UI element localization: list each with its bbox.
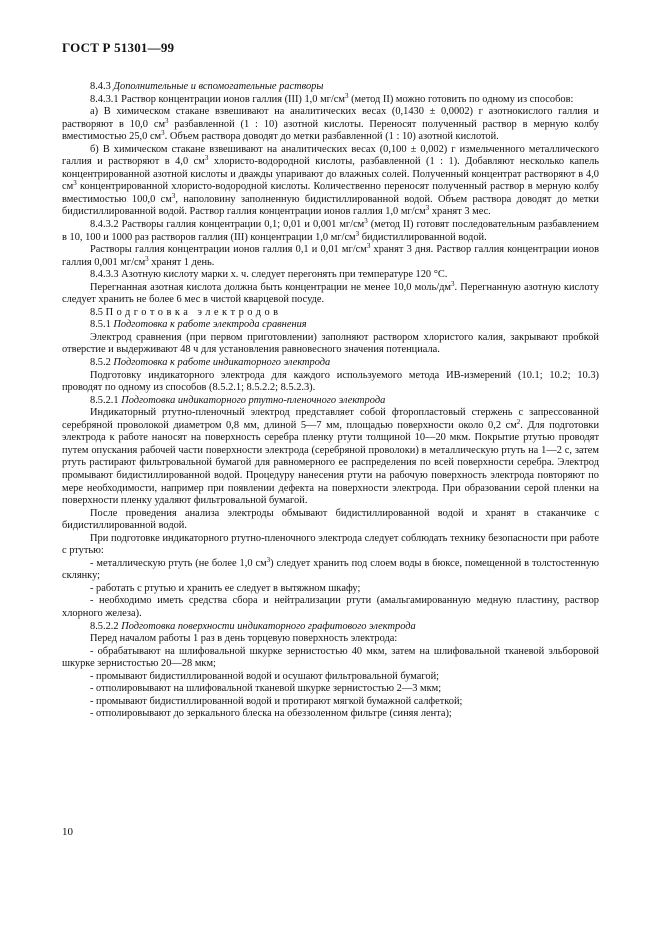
paragraph: Перегнанная азотная кислота должна быть концентрации не менее 10,0 моль/$дм^3$. Перегнанную азотную кислоту следует хранить не более 6 мес в чистой кварцевой посуде.	[62, 279, 599, 306]
list-item: - промывают бидистиллированной водой и протирают мягкой бумажной салфеткой;	[90, 695, 463, 707]
section-heading: 8.4.3 Дополнительные и вспомогательные растворы	[90, 81, 324, 92]
paragraph: Подготовку индикаторного электрода для каждого используемого метода ИВ-измерений (10.1; 10.2; 10.3) проводят по одному из способов (8.5.2.1; 8.5.2.2; 8.5.2.3).	[62, 369, 599, 394]
section-heading: 8.5.2 Подготовка к работе индикаторного электрода	[90, 357, 331, 369]
paragraph: Индикаторный ртутно-пленочный электрод представляет собой фторопластовый стержень с запрессованной серебряной проволокой диаметром 0,8 мм, длиной 5—7 мм, площадью поверхности около 0,2 $см^2$. Для подготовки электрода к работе наносят на поверхность серебра пленку ртути толщиной 10—20 мкм. Покрытие ртутью проводят путем опускания рабочей части поверхности электрода (серебряной проволоки) в металлическую ртуть на 1—2 с, затем ртуть растирают фильтровальной бумагой для равномерного ее распределения по всей поверхности серебра. Электрод промывают бидистиллированной водой. Процедуру нанесения ртути на рабочую поверхность электрода повторяют по мере необходимости, например при появлении дефекта на поверхности электрода. При образовании серой пленки на поверхности пленку удаляют фильтровальной бумагой.	[62, 407, 600, 507]
list-item: - металлическую ртуть (не более 1,0 $см^3$) следует хранить под слоем воды в бюксе, помещенной в толстостенную склянку;	[62, 555, 599, 582]
section-heading: 8.5.2.2 Подготовка поверхности индикаторного графитового электрода	[90, 620, 416, 632]
list-item: - промывают бидистиллированной водой и осушают фильтровальной бумагой;	[90, 670, 440, 682]
paragraph: Растворы галлия концентрации ионов галлия 0,1 и 0,01 $мг/см^3$ хранят 3 дня. Раствор галлия концентрации ионов галлия 0,001 $мг/см^3$ хранят 1 день.	[62, 242, 599, 268]
body-text	[62, 81, 599, 721]
paragraph: 8.4.3.1 Раствор концентрации ионов галлия (III) 1,0 $мг/см^3$ (метод II) можно готовить по одному из способов:	[90, 91, 574, 105]
document-page	[62, 40, 599, 721]
list-item: - отполировывают на шлифовальной тканевой шкурке зернистостью 2—3 мкм;	[90, 683, 442, 695]
paragraph: Перед началом работы 1 раз в день торцевую поверхность электрода:	[90, 633, 398, 645]
section-heading: 8.5 Подготовка электродов	[90, 306, 282, 318]
list-item: - необходимо иметь средства сбора и нейтрализации ртути (амальгамированную медную пластину, раствор хлорного железа).	[62, 595, 599, 619]
list-item: - работать с ртутью и хранить ее следует в вытяжном шкафу;	[90, 582, 361, 594]
list-item: - отполировывают до зеркального блеска на обеззоленном фильтре (синяя лента);	[90, 708, 452, 720]
section-heading: 8.5.2.1 Подготовка индикаторного ртутно-пленочного электрода	[90, 394, 386, 406]
paragraph: 8.4.3.2 Растворы галлия концентрации 0,1; 0,01 и 0,001 $мг/см^3$ (метод II) готовят последовательным разбавлением в 10, 100 и 1000 раз растворов галлия (III) концентрации 1,0 $мг/см^3$ бидистиллированной водой.	[62, 217, 599, 243]
list-item: - обрабатывают на шлифовальной шкурке зернистостью 40 мкм, затем на шлифовальной тканевой эльборовой шкурке зернистостью 20—28 мкм;	[62, 645, 599, 670]
paragraph: Электрод сравнения (при первом приготовлении) заполняют раствором хлористого калия, закрывают пробкой отверстие и выдерживают 48 ч для установления равновесного значения потенциала.	[62, 331, 599, 356]
paragraph: При подготовке индикаторного ртутно-пленочного электрода следует соблюдать технику безопасности при работе с ртутью:	[62, 532, 599, 557]
paragraph: 8.4.3.3 Азотную кислоту марки х. ч. следует перегонять при температуре 120 °С.	[90, 269, 448, 281]
document-header: ГОСТ Р 51301—99	[62, 40, 175, 55]
paragraph: а) В химическом стакане взвешивают на аналитических весах (0,1430 ± 0,0002) г азотнокислого галлия и растворяют в 10,0 $см^3$ разбавленной (1 : 10) азотной кислоты. Переносят полученный раствор в мерную колбу вместимостью 25,0 $см^3$. Объем раствора доводят до метки разбавленной (1 : 10) азотной кислотой.	[62, 106, 600, 143]
paragraph: б) В химическом стакане взвешивают на аналитических весах (0,100 ± 0,002) г измельченного металлического галлия и растворяют в 4,0 $см^3$ хлористо-водородной кислоты, разбавленной (1 : 1). Добавляют несколько капель концентрированной азотной кислоты и дважды упаривают до влажных солей. Полученный концентрат растворяют в 4,0 $см^3$ концентрированной хлористо-водородной кислоты. Количественно переносят полученный раствор в мерную колбу вместимостью 100,0 $см^3$, наполовину заполненную бидистиллированной водой. Объем раствора доводят до метки бидистиллированной водой. Раствор галлия концентрации ионов галлия 1,0 $мг/см^3$ хранят 3 мес.	[62, 143, 599, 218]
section-heading: 8.5.1 Подготовка к работе электрода сравнения	[90, 319, 307, 331]
page-number: 10	[62, 826, 73, 838]
paragraph: После проведения анализа электроды обмывают бидистиллированной водой и хранят в стаканчике с бидистиллированной водой.	[62, 507, 599, 532]
